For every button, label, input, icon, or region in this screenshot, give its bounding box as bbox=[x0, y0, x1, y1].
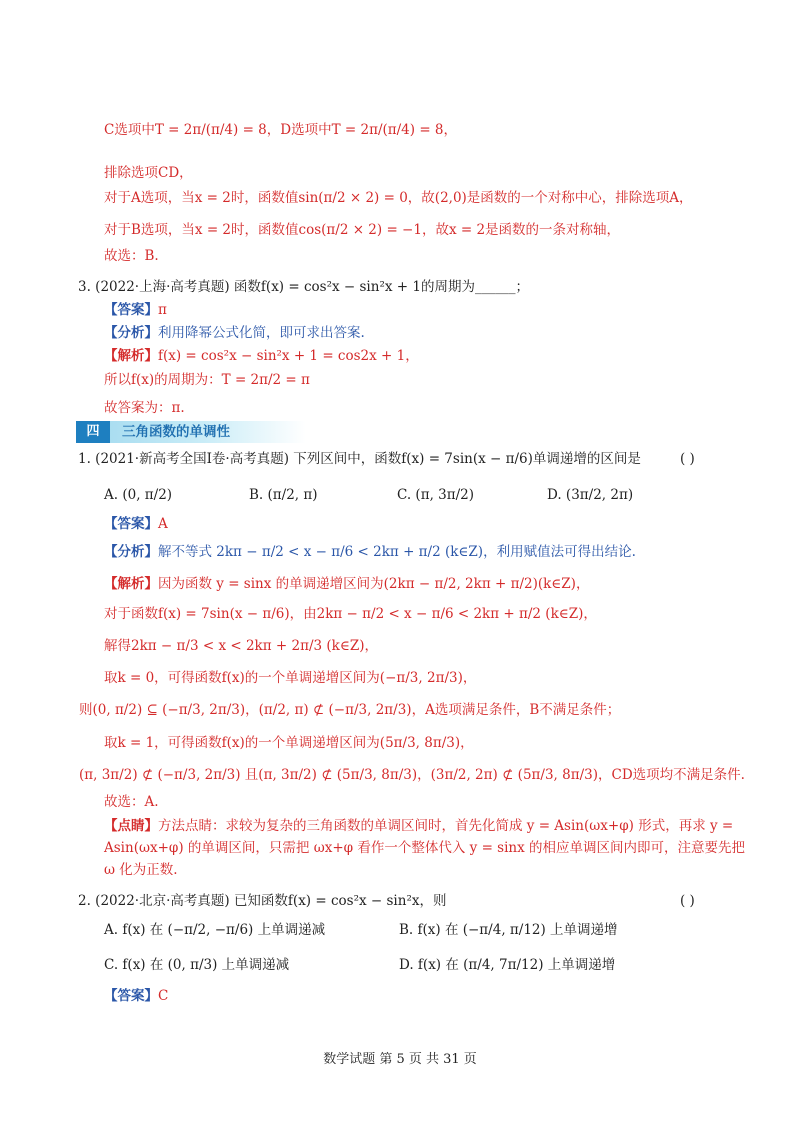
analysis-tag: 【分析】 bbox=[104, 325, 158, 341]
q2-answer bbox=[104, 986, 168, 1006]
q3-solution-3: 故答案为：π. bbox=[104, 400, 185, 416]
q3-answer bbox=[104, 300, 167, 320]
q2-option-b: B. f(x) 在 (−π/4, π/12) 上单调递增 bbox=[399, 922, 618, 938]
prev-line-3: 对于A选项，当x = 2时，函数值sin(π/2 × 2) = 0，故(2,0)是函数的一个对称中心，排除选项A， bbox=[104, 190, 693, 206]
q1-option-a: A. (0, π/2) bbox=[104, 487, 173, 503]
q2-option-a: A. f(x) 在 (−π/2, −π/6) 上单调递减 bbox=[104, 922, 326, 938]
page-footer: 数学试题 第 5 页 共 31 页 bbox=[323, 1052, 477, 1067]
q3-solution-2: 所以f(x)的周期为：T = 2π/2 = π bbox=[104, 372, 310, 388]
q1-solution-6: 取k = 1，可得函数f(x)的一个单调递增区间为(5π/3, 8π/3)， bbox=[104, 735, 474, 751]
solution-tag: 【解析】 bbox=[104, 576, 158, 592]
prev-line-4: 对于B选项，当x = 2时，函数值cos(π/2 × 2) = −1，故x = 2是函数的一条对称轴， bbox=[104, 222, 621, 238]
analysis-text: 解不等式 2kπ − π/2 < x − π/6 < 2kπ + π/2 (k∈Z)，利用赋值法可得出结论. bbox=[158, 544, 636, 560]
solution-tag: 【解析】 bbox=[104, 348, 158, 364]
q1-answer-blank: ( ) bbox=[680, 451, 695, 467]
q1-stem: 1. (2021·新高考全国Ⅰ卷·高考真题) 下列区间中，函数f(x) = 7sin(x − π/6)单调递增的区间是 bbox=[78, 451, 641, 467]
q3-analysis bbox=[104, 323, 365, 343]
answer-value: C bbox=[158, 988, 169, 1004]
q1-tip-3: ω 化为正数. bbox=[104, 862, 178, 878]
q1-solution-2: 对于函数f(x) = 7sin(x − π/6)，由2kπ − π/2 < x − π/6 < 2kπ + π/2 (k∈Z)， bbox=[104, 606, 597, 622]
q1-option-b: B. (π/2, π) bbox=[249, 487, 318, 503]
answer-tag: 【答案】 bbox=[104, 988, 158, 1004]
q2-option-c: C. f(x) 在 (0, π/3) 上单调递减 bbox=[104, 957, 290, 973]
prev-line-2: 排除选项CD， bbox=[104, 165, 193, 181]
prev-line-5: 故选：B. bbox=[104, 248, 159, 264]
q1-solution-4: 取k = 0，可得函数f(x)的一个单调递增区间为(−π/3, 2π/3)， bbox=[104, 670, 477, 686]
q1-option-d: D. (3π/2, 2π) bbox=[547, 487, 634, 503]
solution-text: 因为函数 y = sinx 的单调递增区间为(2kπ − π/2, 2kπ + π/2)(k∈Z)， bbox=[158, 576, 590, 592]
q3-solution-1 bbox=[104, 346, 419, 366]
analysis-tag: 【分析】 bbox=[104, 544, 158, 560]
q1-tip-1 bbox=[104, 816, 733, 836]
q2-answer-blank: ( ) bbox=[680, 893, 695, 909]
section-number: 四 bbox=[76, 421, 110, 443]
q1-solution-3: 解得2kπ − π/3 < x < 2kπ + 2π/3 (k∈Z)， bbox=[104, 638, 378, 654]
q1-answer bbox=[104, 514, 168, 534]
tip-text: 方法点睛：求较为复杂的三角函数的单调区间时，首先化简成 y = Asin(ωx+φ) 形式，再求 y = bbox=[158, 818, 734, 834]
section-header bbox=[76, 421, 306, 443]
answer-value: π bbox=[158, 302, 167, 318]
q1-solution-7: (π, 3π/2) ⊄ (−π/3, 2π/3) 且(π, 3π/2) ⊄ (5π/3, 8π/3)，(3π/2, 2π) ⊄ (5π/3, 8π/3)，CD选项均不满足条件. bbox=[79, 767, 745, 783]
analysis-text: 利用降幂公式化简，即可求出答案. bbox=[158, 325, 365, 341]
answer-value: A bbox=[158, 516, 168, 532]
q1-solution-8: 故选：A. bbox=[104, 794, 159, 810]
prev-line-1: C选项中T = 2π/(π/4) = 8，D选项中T = 2π/(π/4) = 8， bbox=[104, 122, 458, 138]
q3-stem: 3. (2022·上海·高考真题) 函数f(x) = cos²x − sin²x + 1的周期为______； bbox=[78, 279, 529, 295]
section-title: 三角函数的单调性 bbox=[122, 424, 230, 440]
solution-text: f(x) = cos²x − sin²x + 1 = cos2x + 1， bbox=[158, 348, 419, 364]
q1-tip-2: Asin(ωx+φ) 的单调区间，只需把 ωx+φ 看作一个整体代入 y = sinx 的相应单调区间内即可，注意要先把 bbox=[104, 840, 746, 856]
answer-tag: 【答案】 bbox=[104, 302, 158, 318]
q2-option-d: D. f(x) 在 (π/4, 7π/12) 上单调递增 bbox=[399, 957, 616, 973]
tip-tag: 【点睛】 bbox=[104, 818, 158, 834]
q1-solution-1 bbox=[104, 574, 589, 594]
answer-tag: 【答案】 bbox=[104, 516, 158, 532]
q1-option-c: C. (π, 3π/2) bbox=[397, 487, 475, 503]
q1-solution-5: 则(0, π/2) ⊆ (−π/3, 2π/3)，(π/2, π) ⊄ (−π/3, 2π/3)，A选项满足条件，B不满足条件； bbox=[79, 702, 621, 718]
q2-stem: 2. (2022·北京·高考真题) 已知函数f(x) = cos²x − sin²x，则 bbox=[78, 893, 447, 909]
q1-analysis bbox=[104, 542, 636, 562]
